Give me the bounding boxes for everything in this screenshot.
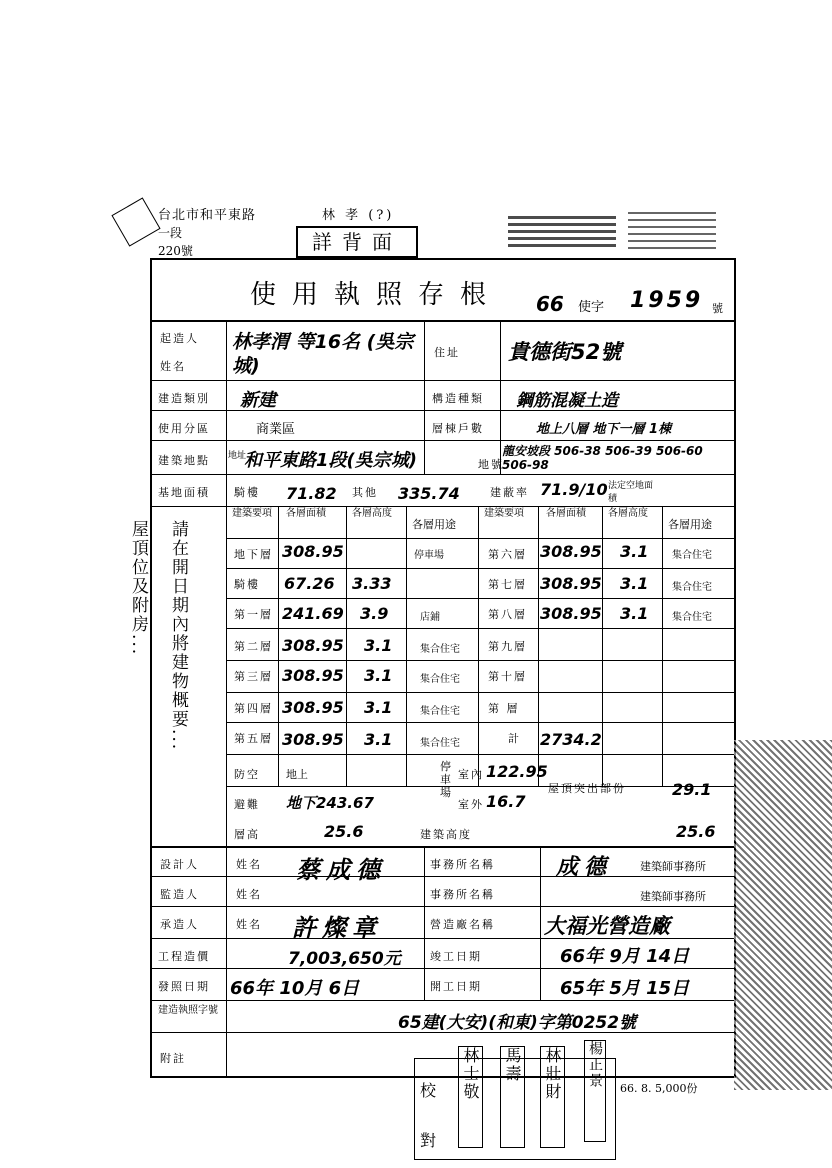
rule-h13 bbox=[226, 722, 736, 723]
label-zone: 使用分區 bbox=[158, 422, 210, 435]
fl-n: 第 層 bbox=[488, 702, 520, 715]
rule-v-f bbox=[602, 506, 603, 786]
fl-b: 地下層 bbox=[234, 548, 273, 561]
label-site: 建築地點 bbox=[158, 454, 210, 467]
label-applicant: 起造人 bbox=[160, 332, 199, 345]
rule-h14 bbox=[226, 754, 736, 755]
label-name-1: 姓名 bbox=[236, 858, 262, 871]
hdr-height: 各層高度 bbox=[352, 508, 392, 519]
rule-h11 bbox=[226, 660, 736, 661]
f4-h: 3.1 bbox=[364, 698, 393, 717]
rule-v-a bbox=[278, 506, 279, 786]
f1-h: 3.9 bbox=[360, 604, 389, 623]
stamp-2: 馬壽 bbox=[500, 1046, 525, 1148]
rule-h17 bbox=[150, 876, 736, 877]
rule-h8 bbox=[226, 568, 736, 569]
f8-area: 308.95 bbox=[540, 604, 602, 623]
label-supervisor: 監造人 bbox=[160, 888, 199, 901]
stamp-4: 楊正景 bbox=[584, 1040, 606, 1142]
f5-h: 3.1 bbox=[364, 730, 393, 749]
label-outdoor: 室外 bbox=[458, 798, 484, 811]
b-area: 308.95 bbox=[282, 542, 344, 561]
issue-date: 66年 10月 6日 bbox=[230, 978, 360, 999]
label-structure: 構造種類 bbox=[432, 392, 484, 405]
label-site-lot: 地號 bbox=[478, 458, 504, 471]
label-legal-open: 法定空地面積 bbox=[608, 481, 654, 504]
header-address-no: 一段 bbox=[158, 226, 183, 240]
label-bldg-h: 建築高度 bbox=[420, 828, 472, 841]
use-b: 停車場 bbox=[414, 550, 444, 561]
fl-7: 第七層 bbox=[488, 578, 527, 591]
label-indoor: 室內 bbox=[458, 768, 484, 781]
form-number-mid: 使字 bbox=[578, 300, 605, 315]
rule-v-g bbox=[662, 506, 663, 786]
category: 新建 bbox=[240, 390, 276, 411]
recipient-stamp bbox=[111, 197, 160, 246]
rule-h15 bbox=[226, 786, 736, 787]
evac-value: 地下243.67 bbox=[286, 794, 374, 812]
floors: 地上八層 地下一層 1棟 bbox=[536, 422, 672, 437]
supervisor-office-suffix: 建築師事務所 bbox=[640, 890, 706, 903]
use-1: 店鋪 bbox=[420, 612, 440, 623]
label-finish: 竣工日期 bbox=[430, 950, 482, 963]
hdr-item: 建築要項 bbox=[232, 508, 272, 519]
label-applicant-name: 姓名 bbox=[160, 360, 186, 373]
coverage: 71.9/10 bbox=[540, 480, 608, 499]
side-left: 屋頂位及附房... bbox=[128, 520, 148, 657]
rule-v-d bbox=[478, 506, 479, 786]
shelter-value: 地上 bbox=[286, 768, 308, 781]
rule-h12 bbox=[226, 692, 736, 693]
label-arcade: 騎樓 bbox=[234, 486, 260, 499]
label-site-addr: 地址 bbox=[228, 451, 247, 461]
rule-v-label bbox=[226, 320, 227, 1078]
use-2: 集合住宅 bbox=[420, 644, 460, 655]
f6-h: 3.1 bbox=[620, 542, 649, 561]
use-7: 集合住宅 bbox=[672, 582, 712, 593]
zone: 商業區 bbox=[256, 422, 296, 437]
label-address: 住址 bbox=[434, 346, 460, 359]
f4-area: 308.95 bbox=[282, 698, 344, 717]
print-run: 66. 8. 5,000份 bbox=[620, 1082, 698, 1095]
rule-h2 bbox=[150, 380, 736, 381]
other-area: 335.74 bbox=[398, 484, 460, 503]
rule-h18 bbox=[150, 906, 736, 907]
hdr-use: 各層用途 bbox=[412, 518, 456, 531]
rule-h16 bbox=[150, 846, 736, 848]
arcade-area: 71.82 bbox=[286, 484, 337, 503]
stamp-1: 林士敬 bbox=[458, 1046, 483, 1148]
fl-total: 計 bbox=[508, 732, 521, 745]
side-note: 請在開日期內將建物概要... bbox=[168, 520, 188, 752]
address-street: 台北市和平東路 bbox=[158, 208, 257, 223]
designer-name: 蔡成德 bbox=[296, 856, 386, 884]
fl-9: 第九層 bbox=[488, 640, 527, 653]
label-category: 建造類別 bbox=[158, 392, 210, 405]
label-note: 附註 bbox=[160, 1052, 186, 1065]
designer-office: 成德 bbox=[556, 855, 613, 880]
roof-value: 29.1 bbox=[672, 780, 712, 799]
fl-2: 第二層 bbox=[234, 640, 273, 653]
label-parking: 停車場 bbox=[440, 760, 451, 799]
label-story-h: 層高 bbox=[234, 828, 260, 841]
bldg-h: 25.6 bbox=[676, 822, 716, 841]
arcade-f-area: 67.26 bbox=[284, 574, 335, 593]
fl-10: 第十層 bbox=[488, 670, 527, 683]
site-lot: 龍安坡段 506-38 506-39 506-60 506-98 bbox=[502, 444, 703, 472]
contractor-name: 許燦章 bbox=[292, 914, 382, 942]
arcade-f-h: 3.33 bbox=[352, 574, 392, 593]
fl-arcade: 騎樓 bbox=[234, 578, 260, 591]
rule-v-c bbox=[406, 506, 407, 786]
rule-h4 bbox=[150, 440, 736, 441]
label-floors: 層棟戶數 bbox=[432, 422, 484, 435]
label-coverage: 建蔽率 bbox=[490, 486, 529, 499]
fl-1: 第一層 bbox=[234, 608, 273, 621]
indoor-value: 122.95 bbox=[486, 762, 548, 781]
hdr-use-2: 各層用途 bbox=[668, 518, 712, 531]
label-roof: 屋頂突出部份 bbox=[548, 782, 626, 795]
fl-8: 第八層 bbox=[488, 608, 527, 621]
label-shelter: 防空 bbox=[234, 768, 260, 781]
site-addr: 和平東路1段(吳宗城) bbox=[244, 450, 417, 471]
label-contractor: 承造人 bbox=[160, 918, 199, 931]
story-h: 25.6 bbox=[324, 822, 364, 841]
use-6: 集合住宅 bbox=[672, 550, 712, 561]
rule-h5 bbox=[150, 474, 736, 475]
rule-h10 bbox=[226, 628, 736, 629]
label-office-1: 事務所名稱 bbox=[430, 858, 495, 871]
label-firm: 營造廠名稱 bbox=[430, 918, 495, 931]
label-cost: 工程造價 bbox=[158, 950, 210, 963]
rule-v-mid bbox=[424, 320, 425, 474]
hdr-height-2: 各層高度 bbox=[608, 508, 648, 519]
stamp-3: 林壯財 bbox=[540, 1046, 565, 1148]
agency-stamp-lines bbox=[508, 216, 616, 250]
header-address-no2: 220號 bbox=[158, 244, 193, 258]
label-start: 開工日期 bbox=[430, 980, 482, 993]
agency-stamp-lines-2 bbox=[628, 212, 716, 252]
hdr-area: 各層面積 bbox=[286, 508, 326, 519]
form-number: 1959 bbox=[630, 288, 704, 313]
total: 2734.2 bbox=[540, 730, 602, 749]
rule-h9 bbox=[226, 598, 736, 599]
rule-h1 bbox=[150, 320, 736, 322]
applicant-name: 林孝渭 等16名 (吳宗城) bbox=[232, 331, 414, 377]
designer-office-suffix: 建築師事務所 bbox=[640, 860, 706, 873]
f6-area: 308.95 bbox=[540, 542, 602, 561]
use-8: 集合住宅 bbox=[672, 612, 712, 623]
fl-5: 第五層 bbox=[234, 732, 273, 745]
rule-h20 bbox=[150, 968, 736, 969]
fl-3: 第三層 bbox=[234, 670, 273, 683]
f5-area: 308.95 bbox=[282, 730, 344, 749]
structure: 鋼筋混凝土造 bbox=[516, 391, 618, 411]
f7-h: 3.1 bbox=[620, 574, 649, 593]
fl-4: 第四層 bbox=[234, 702, 273, 715]
rule-v-e bbox=[538, 506, 539, 786]
f1-area: 241.69 bbox=[282, 604, 344, 623]
label-area: 基地面積 bbox=[158, 486, 210, 499]
label-name-2: 姓名 bbox=[236, 888, 262, 901]
label-permit: 建造執照字號 bbox=[158, 1005, 218, 1016]
address: 貴德街52號 bbox=[508, 340, 622, 364]
label-check: 校對 bbox=[420, 1081, 437, 1150]
finish-date: 66年 9月 14日 bbox=[560, 946, 690, 967]
start-date: 65年 5月 15日 bbox=[560, 978, 690, 999]
rule-h6 bbox=[150, 506, 736, 507]
rule-v-mid2 bbox=[500, 320, 501, 474]
rule-v-h bbox=[424, 846, 425, 1000]
f2-area: 308.95 bbox=[282, 636, 344, 655]
form-title: 使用執照存根 bbox=[250, 280, 503, 310]
header-address bbox=[158, 204, 256, 223]
hdr-item-2: 建築要項 bbox=[484, 508, 524, 519]
cost: 7,003,650元 bbox=[288, 949, 401, 969]
f7-area: 308.95 bbox=[540, 574, 602, 593]
f2-h: 3.1 bbox=[364, 636, 393, 655]
label-issue: 發照日期 bbox=[158, 980, 210, 993]
f3-h: 3.1 bbox=[364, 666, 393, 685]
torn-edge bbox=[734, 740, 832, 1090]
form-number-suffix: 號 bbox=[712, 302, 723, 315]
f3-area: 308.95 bbox=[282, 666, 344, 685]
label-other: 其他 bbox=[352, 486, 378, 499]
outdoor-value: 16.7 bbox=[486, 792, 526, 811]
rule-v-b bbox=[346, 506, 347, 786]
fl-6: 第六層 bbox=[488, 548, 527, 561]
rule-v-i bbox=[540, 846, 541, 1000]
use-3: 集合住宅 bbox=[420, 674, 460, 685]
notice-box: 詳背面 bbox=[296, 226, 418, 258]
f8-h: 3.1 bbox=[620, 604, 649, 623]
label-office-2: 事務所名稱 bbox=[430, 888, 495, 901]
permit-no: 65建(大安)(和東)字第0252號 bbox=[398, 1013, 637, 1033]
header-owner: 林 孝 (?) bbox=[322, 208, 395, 223]
hdr-area-2: 各層面積 bbox=[546, 508, 586, 519]
use-5: 集合住宅 bbox=[420, 738, 460, 749]
form-number-prefix: 66 bbox=[536, 292, 564, 316]
label-designer: 設計人 bbox=[160, 858, 199, 871]
rule-h21 bbox=[150, 1000, 736, 1001]
rule-h3 bbox=[150, 410, 736, 411]
contractor-firm: 大福光營造廠 bbox=[544, 914, 670, 938]
rule-h7 bbox=[226, 538, 736, 539]
label-evac: 避難 bbox=[234, 798, 260, 811]
use-4: 集合住宅 bbox=[420, 706, 460, 717]
label-name-3: 姓名 bbox=[236, 918, 262, 931]
